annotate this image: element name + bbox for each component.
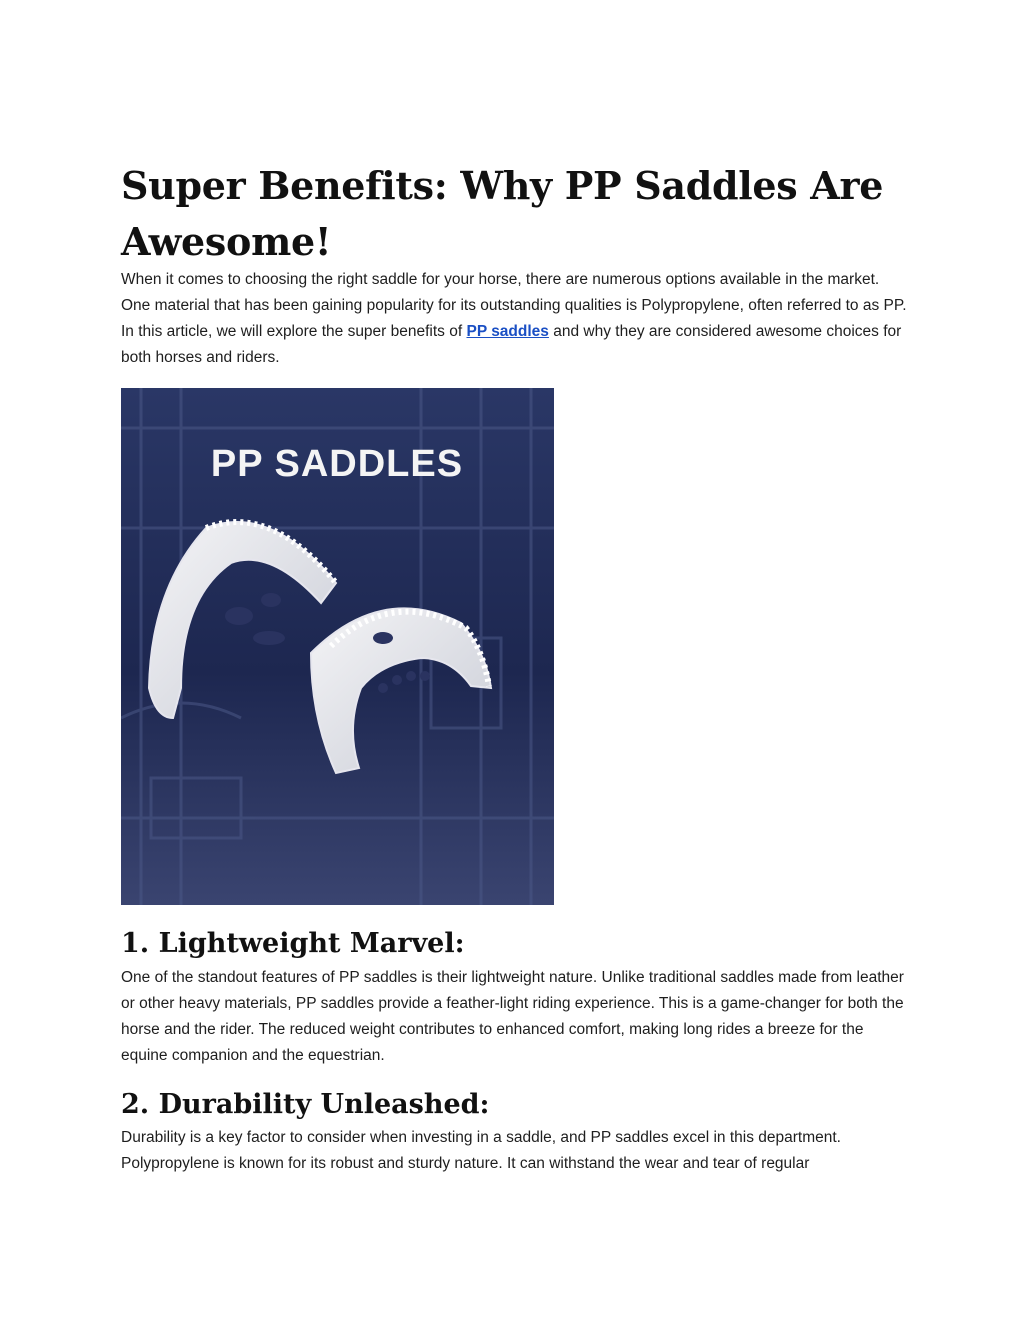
- section-text-lightweight: One of the standout features of PP saddles is their lightweight nature. Unlike traditional saddles made from leather or other heavy materials, PP saddles provide a feather-light riding experience. This is a game-changer for both the horse and the rider. The reduced weight contributes to enhanced comfort, making long rides a breeze for the equine companion and the equestrian.: [121, 969, 904, 1064]
- article-title: Super Benefits: Why PP Saddles Are Awesome!: [121, 163, 884, 264]
- section-text-durability: Durability is a key factor to consider when investing in a saddle, and PP saddles excel in this department. Polypropylene is known for its robust and sturdy nature. It can withstand the wear and tear of regular: [121, 1129, 841, 1172]
- section-heading-durability: 2. Durability Unleashed:: [121, 1089, 490, 1120]
- pp-saddles-image: [121, 388, 554, 905]
- intro-text-start: When it comes to choosing the right saddle for your horse, there are numerous options available in the market. One material that has been gaining popularity for its outstanding qualities is Polypropylene, often referred to as PP. In this article, we will explore the super benefits of: [121, 271, 907, 340]
- section-heading-lightweight: 1. Lightweight Marvel:: [121, 928, 465, 959]
- image-title-text: PP SADDLES: [210, 443, 464, 485]
- pp-saddles-link[interactable]: PP saddles: [466, 323, 549, 340]
- intro-text-end: and why they are considered awesome choices for both horses and riders.: [121, 323, 902, 366]
- intro-paragraph: [121, 267, 911, 371]
